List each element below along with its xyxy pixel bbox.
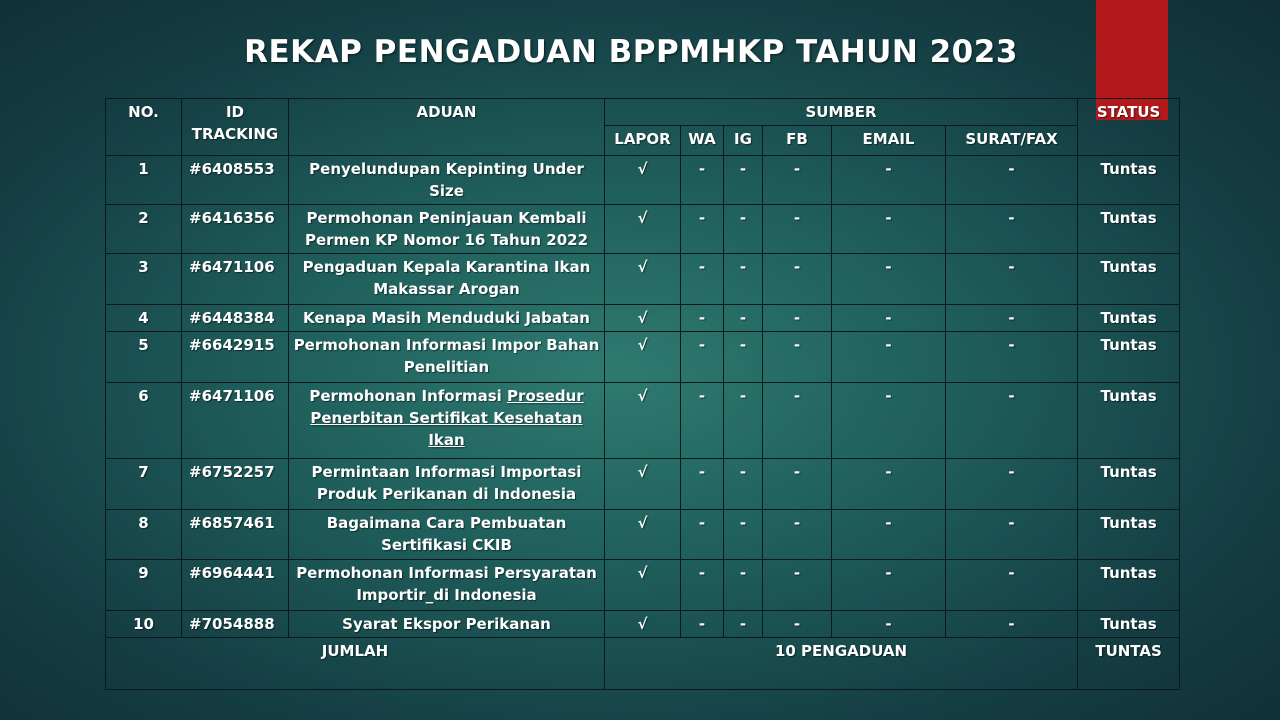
row-lapor: √ [605,459,681,510]
row-surat-fax: - [946,332,1078,383]
header-aduan: ADUAN [289,99,605,156]
row-email: - [832,383,946,459]
row-email: - [832,459,946,510]
table-row [106,459,1180,510]
header-no: NO. [106,99,182,156]
table-footer-row [106,638,1180,690]
row-aduan: Permohonan Informasi Impor Bahan Penelitian [289,332,605,383]
row-wa: - [681,611,724,638]
row-aduan: Syarat Ekspor Perikanan [289,611,605,638]
row-ig: - [724,205,763,254]
row-aduan: Permohonan Peninjauan Kembali Permen KP Nomor 16 Tahun 2022 [289,205,605,254]
row-email: - [832,510,946,560]
row-fb: - [763,611,832,638]
row-ig: - [724,560,763,611]
row-email: - [832,205,946,254]
row-surat-fax: - [946,305,1078,332]
row-aduan: Permintaan Informasi Importasi Produk Perikanan di Indonesia [289,459,605,510]
row-id-tracking: #6471106 [182,383,289,459]
row-lapor: √ [605,383,681,459]
row-email: - [832,254,946,305]
header-surat-fax: SURAT/FAX [946,126,1078,156]
table-row [106,305,1180,332]
row-no: 3 [106,254,182,305]
footer-jumlah: JUMLAH [106,638,605,690]
row-lapor: √ [605,510,681,560]
footer-status: TUNTAS [1078,638,1180,690]
row-lapor: √ [605,611,681,638]
row-no: 7 [106,459,182,510]
row-aduan: Penyelundupan Kepinting Under Size [289,156,605,205]
row-status: Tuntas [1078,305,1180,332]
row-ig: - [724,332,763,383]
row-id-tracking: #6416356 [182,205,289,254]
row-ig: - [724,383,763,459]
row-lapor: √ [605,156,681,205]
row-id-tracking: #6857461 [182,510,289,560]
row-lapor: √ [605,305,681,332]
row-id-tracking: #6964441 [182,560,289,611]
row-email: - [832,611,946,638]
row-status: Tuntas [1078,205,1180,254]
row-ig: - [724,459,763,510]
row-no: 2 [106,205,182,254]
row-wa: - [681,332,724,383]
row-fb: - [763,332,832,383]
table-header-row [106,99,1180,126]
table-row [106,510,1180,560]
row-ig: - [724,611,763,638]
header-lapor: LAPOR [605,126,681,156]
row-aduan: Kenapa Masih Menduduki Jabatan [289,305,605,332]
row-aduan [289,383,605,459]
row-aduan-link[interactable]: Prosedur Penerbitan Sertifikat Kesehatan Ikan [310,387,584,449]
row-surat-fax: - [946,156,1078,205]
row-wa: - [681,383,724,459]
row-fb: - [763,156,832,205]
row-no: 1 [106,156,182,205]
row-fb: - [763,383,832,459]
row-status: Tuntas [1078,156,1180,205]
row-no: 4 [106,305,182,332]
row-id-tracking: #6448384 [182,305,289,332]
row-surat-fax: - [946,383,1078,459]
row-id-tracking: #6642915 [182,332,289,383]
row-ig: - [724,156,763,205]
row-email: - [832,560,946,611]
row-no: 8 [106,510,182,560]
row-no: 6 [106,383,182,459]
header-fb: FB [763,126,832,156]
row-surat-fax: - [946,510,1078,560]
table-row [106,332,1180,383]
row-lapor: √ [605,560,681,611]
table-row [106,205,1180,254]
row-fb: - [763,254,832,305]
header-wa: WA [681,126,724,156]
row-status: Tuntas [1078,611,1180,638]
row-aduan-text: Permohonan Informasi [309,387,508,405]
row-status: Tuntas [1078,510,1180,560]
row-ig: - [724,305,763,332]
row-id-tracking: #6408553 [182,156,289,205]
header-sumber: SUMBER [605,99,1078,126]
table-row [106,383,1180,459]
header-email: EMAIL [832,126,946,156]
row-status: Tuntas [1078,254,1180,305]
row-surat-fax: - [946,611,1078,638]
row-wa: - [681,205,724,254]
row-aduan: Pengaduan Kepala Karantina Ikan Makassar Arogan [289,254,605,305]
row-status: Tuntas [1078,332,1180,383]
row-id-tracking: #7054888 [182,611,289,638]
row-lapor: √ [605,332,681,383]
row-surat-fax: - [946,459,1078,510]
row-aduan: Bagaimana Cara Pembuatan Sertifikasi CKIB [289,510,605,560]
header-ig: IG [724,126,763,156]
row-wa: - [681,156,724,205]
row-surat-fax: - [946,205,1078,254]
table-row [106,560,1180,611]
row-no: 10 [106,611,182,638]
row-surat-fax: - [946,254,1078,305]
row-lapor: √ [605,205,681,254]
row-id-tracking: #6471106 [182,254,289,305]
row-email: - [832,305,946,332]
table-row [106,156,1180,205]
table-row [106,611,1180,638]
row-fb: - [763,560,832,611]
row-status: Tuntas [1078,459,1180,510]
row-wa: - [681,510,724,560]
row-aduan: Permohonan Informasi Persyaratan Importir_di Indonesia [289,560,605,611]
row-wa: - [681,254,724,305]
row-surat-fax: - [946,560,1078,611]
row-no: 5 [106,332,182,383]
row-email: - [832,156,946,205]
row-fb: - [763,205,832,254]
row-ig: - [724,254,763,305]
row-fb: - [763,510,832,560]
row-wa: - [681,459,724,510]
row-wa: - [681,560,724,611]
row-email: - [832,332,946,383]
complaint-table [105,98,1180,690]
footer-total: 10 PENGADUAN [605,638,1078,690]
row-ig: - [724,510,763,560]
row-status: Tuntas [1078,560,1180,611]
header-id-tracking: ID TRACKING [182,99,289,156]
header-status: STATUS [1078,99,1180,156]
table-row [106,254,1180,305]
row-lapor: √ [605,254,681,305]
row-no: 9 [106,560,182,611]
row-id-tracking: #6752257 [182,459,289,510]
row-status: Tuntas [1078,383,1180,459]
row-fb: - [763,305,832,332]
row-fb: - [763,459,832,510]
row-wa: - [681,305,724,332]
page-title: REKAP PENGADUAN BPPMHKP TAHUN 2023 [244,34,1018,70]
